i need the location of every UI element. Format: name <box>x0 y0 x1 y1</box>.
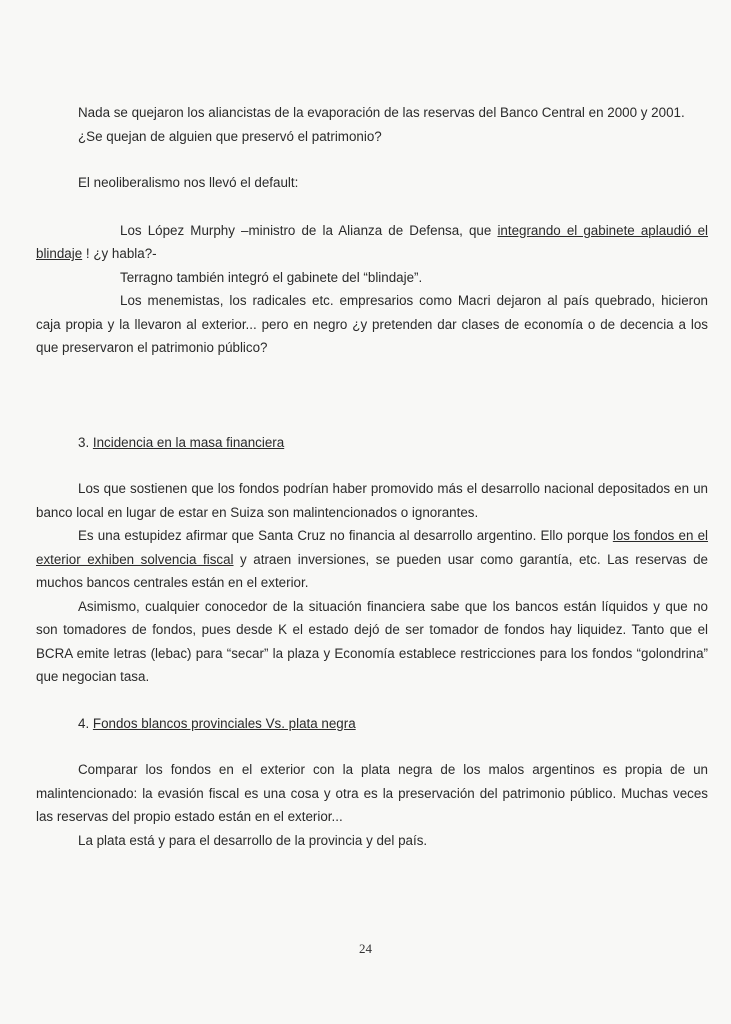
section-number: 3. <box>78 434 93 450</box>
paragraph-menemistas: Los menemistas, los radicales etc. empresarios como Macri dejaron al país quebrado, hicieron caja propia y la llevaron al exterior... pero en negro ¿y pretenden dar clases de economía o de decencia a los que preservaron el patrimonio público? <box>36 293 708 355</box>
text-span: Los López Murphy –ministro de la Alianza de Defensa, que <box>120 222 498 238</box>
paragraph-terragno: Terragno también integró el gabinete del “blindaje”. <box>120 269 423 285</box>
section-title: Fondos blancos provinciales Vs. plata negra <box>92 715 356 731</box>
paragraph-question-patrimony: ¿Se quejan de alguien que preservó el patrimonio? <box>78 128 382 144</box>
section-heading-3 <box>36 431 708 455</box>
paragraph-fondos-suiza: Los que sostienen que los fondos podrían haber promovido más el desarrollo nacional depositados en un banco local en lugar de estar en Suiza son malintencionados o ignorantes. <box>36 481 708 520</box>
text-span: Es una estupidez afirmar que Santa Cruz no financia al desarrollo argentino. Ello porque <box>78 528 613 543</box>
paragraph-lopez-murphy <box>36 219 708 266</box>
section-number: 4. <box>78 715 93 731</box>
underlined-phrase-solvencia: los fondos en el exterior exhiben solvencia fiscal <box>36 528 709 567</box>
section-title: Incidencia en la masa financiera <box>92 434 285 450</box>
paragraph-neoliberalism: El neoliberalismo nos llevó el default: <box>78 175 299 190</box>
section-heading-4 <box>36 712 708 736</box>
paragraph-santa-cruz <box>36 524 708 595</box>
paragraph-liquidez: Asimismo, cualquier conocedor de la situación financiera sabe que los bancos están líquidos y que no son tomadores de fondos, pues desde K el estado dejó de ser tomador de fondos hay liquidez. Tanto que el BCRA emite letras (lebac) para “secar” la plaza y Economía establece restricciones para los fondos “golondrina” que negocian tasa. <box>36 598 708 684</box>
page-number: 24 <box>359 941 372 956</box>
paragraph-plata-negra: Comparar los fondos en el exterior con la plata negra de los malos argentinos es propia de un malintencionado: la evasión fiscal es una cosa y otra es la preservación del patrimonio público. Muchas veces las reservas del propio estado están en el exterior... <box>36 762 708 824</box>
text-span: y atraen inversiones, se pueden usar como garantía, etc. Las reservas de muchos bancos centrales están en el exterior. <box>36 551 708 590</box>
paragraph-desarrollo: La plata está y para el desarrollo de la provincia y del país. <box>78 832 428 848</box>
body-text <box>36 101 708 852</box>
underlined-phrase-blindaje: integrando el gabinete aplaudió el blindaje <box>36 222 709 261</box>
text-span: ! ¿y habla?- <box>82 246 157 261</box>
paragraph-reserves: Nada se quejaron los aliancistas de la evaporación de las reservas del Banco Central en 2000 y 2001. <box>78 105 685 120</box>
